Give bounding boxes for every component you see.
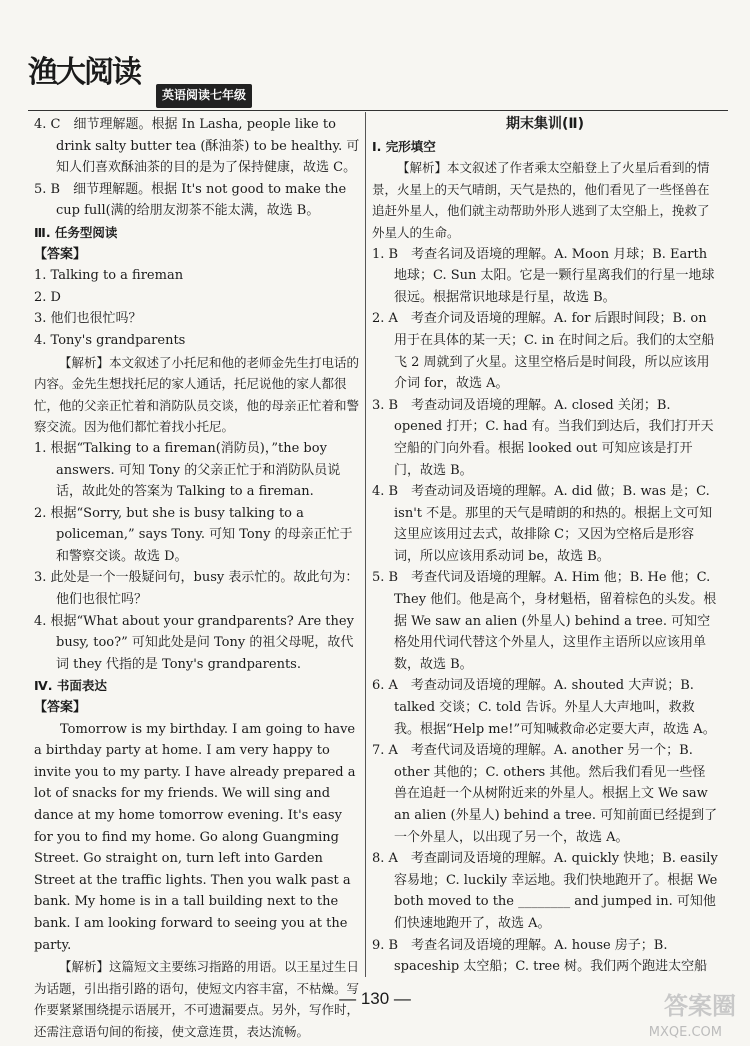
right-paragraph: 6. A 考查动词及语境的理解。A. shouted 大声说；B. talked 交谈；C. told 告诉。外星人大声地叫，救救我。根据“Help me!”可知喊救命必定要大声，故选 A。 bbox=[372, 678, 716, 737]
right-paragraph: 【解析】本文叙述了作者乘太空船登上了火星后看到的情景，火星上的天气晴朗，天气是热的，他们看见了一些怪兽在追赶外星人，他们就主动帮助外形人逃到了太空船上，挽救了外星人的生命。 bbox=[372, 160, 710, 240]
right-paragraph: 7. A 考查代词及语境的理解。A. another 另一个；B. other 其他的；C. others 其他。然后我们看见一些怪兽在追赶一个从树附近来的外星人。根据上文 We saw an alien (外星人) behind a tree. 可知前面已经提到了一个外星人，以出现了另一个，故选 A。 bbox=[372, 743, 718, 845]
right-paragraph: 期末集训(Ⅱ) bbox=[505, 116, 585, 132]
left-paragraph: 1. Talking to a fireman bbox=[34, 268, 184, 284]
left-paragraph: 4. Tony's grandparents bbox=[34, 332, 186, 348]
left-paragraph: 【解析】这篇短文主要练习指路的用语。以王星过生日为话题，引出指引路的语句，使短文内容丰富，不枯燥。写作要紧紧围绕提示语展开，不可遗漏要点。另外，写作时，还需注意语句间的衔接，使文意连贯，表达流畅。 bbox=[34, 959, 360, 1039]
left-paragraph: 【答案】 bbox=[34, 246, 87, 262]
left-paragraph: 4. 根据“What about your grandparents? Are they busy, too?” 可知此处是问 Tony 的祖父母呢，故代词 they 代指的是 Tony's grandparents. bbox=[34, 613, 354, 672]
header-logo bbox=[28, 55, 328, 112]
page-number: — 130 — bbox=[339, 989, 411, 1008]
right-paragraph: 4. B 考查动词及语境的理解。A. did 做；B. was 是；C. isn't 不是。那里的天气是晴朗的和热的。根据上文可知这里应该用过去式，故排除 C；又因为空格后是形容词，所以应该用系动词 be，故选 B。 bbox=[372, 484, 713, 564]
watermark-logo: 答案圈 bbox=[664, 992, 736, 1020]
right-paragraph: Ⅰ. 完形填空 bbox=[372, 138, 436, 154]
left-paragraph: 2. 根据“Sorry, but she is busy talking to a policeman,” says Tony. 可知 Tony 的母亲正忙于和警察交谈。故选 D。 bbox=[34, 505, 353, 564]
header-rule bbox=[28, 110, 728, 111]
right-paragraph: 3. B 考查动词及语境的理解。A. closed 关闭；B. opened 打开；C. had 有。当我们到达后，我们打开天空船的门向外看。根据 looked out 可知应该是打开门，故选 B。 bbox=[372, 397, 714, 478]
left-paragraph: 1. 根据“Talking to a fireman(消防员)，”the boy answers. 可知 Tony 的父亲正忙于和消防队员说话，故此处的答案为 Talking to a fireman. bbox=[34, 440, 341, 500]
left-paragraph: 3. 此处是一个一般疑问句，busy 表示忙的。故此句为：他们也很忙吗？ bbox=[34, 570, 359, 608]
right-paragraph: 2. A 考查介词及语境的理解。A. for 后跟时间段；B. on 用于在具体的某一天；C. in 在时间之后。我们的太空船飞 2 周就到了火星。这里空格后是时间段，所以应该用介词 for，故选 A。 bbox=[372, 311, 715, 392]
left-paragraph: 【答案】 bbox=[34, 700, 87, 716]
right-paragraph: 9. B 考查名词及语境的理解。A. house 房子；B. spaceship 太空船；C. tree 树。我们两个跑进太空船 bbox=[372, 937, 708, 975]
left-paragraph: Tomorrow is my birthday. I am going to have a birthday party at home. I am very happy to invite you to my party. I have already prepared a lot of snacks for my friends. We will sing and dance at my home tomorrow evening. It's easy for you to find my home. Go along Guangming Street. Go straight on, turn left into Garden Street at the traffic lights. Then you walk past a bank. My home is in a tall building next to the bank. I am looking forward to seeing you at the party. bbox=[34, 721, 356, 953]
left-paragraph: Ⅳ. 书面表达 bbox=[34, 678, 107, 694]
watermark-url: MXQE.COM bbox=[648, 1025, 722, 1040]
right-paragraph: 5. B 考查代词及语境的理解。A. Him 他；B. He 他；C. They 他们。他是高个，身材魁梧，留着棕色的头发。根据 We saw an alien (外星人) behind a tree. 可知空格处用代词代替这个外星人，这里作主语所以应该用单数，故选 B。 bbox=[372, 570, 717, 672]
brand-title: 渔大阅读 bbox=[28, 55, 140, 90]
left-paragraph: 3. 他们也很忙吗？ bbox=[34, 311, 142, 327]
right-column bbox=[372, 114, 718, 978]
left-paragraph: 4. C 细节理解题。根据 In Lasha, people like to drink salty butter tea (酥油茶) to be healthy. 可知人们喜欢酥油茶的目的是为了保持健康，故选 C。 bbox=[34, 117, 360, 176]
left-paragraph: 5. B 细节理解题。根据 It's not good to make the cup full(满的给朋友沏茶不能太满，故选 B。 bbox=[34, 181, 347, 219]
right-paragraph: 8. A 考查副词及语境的理解。A. quickly 快地；B. easily 容易地；C. luckily 幸运地。我们快地跑开了。根据 We both moved to the ________ and jumped in. 可知他们快速地跑开了，故选 A。 bbox=[372, 851, 718, 931]
left-paragraph: 2. D bbox=[34, 289, 61, 305]
left-paragraph: Ⅲ. 任务型阅读 bbox=[34, 224, 118, 240]
left-paragraph: 【解析】本文叙述了小托尼和他的老师金先生打电话的内容。金先生想找托尼的家人通话，托尼说他的家人都很忙，他的父亲正忙着和消防队员交谈，他的母亲正忙着和警察交流。因为他们都忙着找小托尼。 bbox=[34, 354, 360, 435]
series-label: 英语阅读七年级 bbox=[156, 84, 252, 108]
column-divider bbox=[365, 112, 366, 977]
left-column bbox=[34, 114, 360, 1043]
right-paragraph: 1. B 考查名词及语境的理解。A. Moon 月球；B. Earth 地球；C. Sun 太阳。它是一颗行星离我们的行星一地球很远。根据常识地球是行星，故选 B。 bbox=[372, 246, 715, 305]
